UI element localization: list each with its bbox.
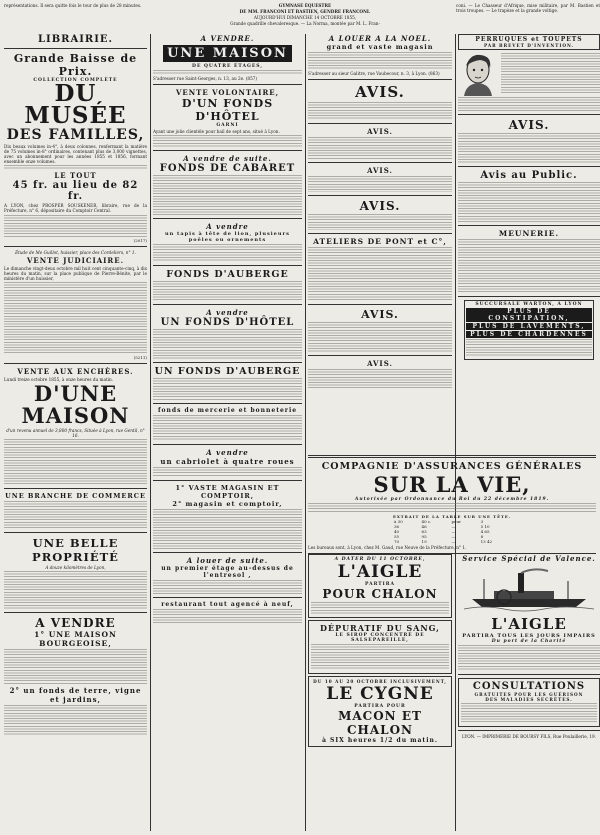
- imprimerie-text: LYON. — IMPRIMERIE DE BOURSY FILS, Rue Poulaillerie, 19.: [461, 734, 597, 739]
- column-divider: [455, 34, 456, 831]
- le-tout-heading: LE TOUT: [54, 171, 97, 181]
- top-strip: [4, 2, 600, 30]
- divider: [4, 532, 147, 533]
- fonds-auberge-2-heading: UN FONDS D'AUBERGE: [154, 366, 301, 378]
- text-block: [153, 580, 302, 594]
- a-vendre-heading: A vendre: [206, 222, 249, 232]
- divider: [153, 304, 302, 305]
- divider: [458, 114, 600, 115]
- mercerie-heading: fonds de mercerie et bonneterie: [157, 407, 298, 415]
- rate-cell: 55: [394, 534, 400, 539]
- consultations-heading: CONSULTATIONS: [472, 681, 586, 692]
- vaste-magasin-heading: 1° VASTE MAGASIN ET COMPTOIR,: [175, 484, 280, 501]
- aigle-heading: L'AIGLE: [337, 562, 423, 582]
- text-block: [4, 215, 147, 237]
- rate-row: [392, 539, 512, 544]
- autorisee-text: Autorisée par Ordonnance du Roi du 22 décembre 1819.: [354, 497, 550, 502]
- grande-baisse-heading: Grande Baisse de Prix.: [13, 52, 138, 78]
- avis-public-heading: Avis au Public.: [480, 170, 578, 181]
- divider: [153, 403, 302, 404]
- text-block: [308, 369, 452, 389]
- divider: [153, 480, 302, 481]
- depuratif-heading: DÉPURATIF DU SANG,: [320, 623, 440, 633]
- top-middle-notice: [174, 2, 436, 27]
- columns: [4, 34, 596, 831]
- text-block: [458, 645, 600, 671]
- divider: [308, 355, 452, 356]
- text-block: [458, 97, 600, 111]
- assurance-table: [392, 514, 512, 544]
- rate-cell: 95: [421, 534, 427, 539]
- a-dater-text: A DATER DU 11 OCTOBRE,: [334, 557, 426, 562]
- perruques-heading: PERRUQUES et TOUPETS: [475, 36, 583, 43]
- divider: [153, 597, 302, 598]
- garni-text: GARNI: [216, 123, 239, 129]
- port-charite-text: Du port de la Charité: [491, 639, 567, 644]
- belle-propriete-heading: UNE BELLE PROPRIÉTÉ: [32, 536, 119, 565]
- etude-text: Étude de Me Guillot, huissier, place des Cordeliers, n° 1.: [15, 249, 136, 255]
- column-1: [4, 34, 147, 831]
- rate-cell: 46: [421, 524, 427, 529]
- sirop-heading: LE SIROP CONCENTRÉ DE SALSEPAREILLE,: [335, 633, 425, 643]
- rate-cell: 4 65: [480, 529, 490, 534]
- grand-magasin-heading: grand et vaste magasin: [326, 43, 434, 51]
- divider: [4, 246, 147, 247]
- text-block: [308, 102, 452, 120]
- price-heading: 45 fr. au lieu de 82 fr.: [12, 180, 139, 203]
- aigle-2-heading: L'AIGLE: [491, 615, 567, 633]
- sur-la-vie-heading: SUR LA VIE,: [373, 472, 531, 497]
- text-block: [153, 609, 302, 623]
- text-block: [153, 175, 302, 215]
- text-block: [4, 501, 147, 529]
- brevet-heading: PAR BREVET D'INVENTION.: [484, 43, 574, 48]
- text-block: [311, 644, 449, 670]
- divider: [458, 674, 600, 675]
- text-block: [4, 571, 147, 609]
- maladies-text: DES MALADIES SECRÈTES.: [485, 697, 573, 702]
- rate-cell: 13 42: [480, 539, 493, 544]
- avis-heading: AVIS.: [355, 83, 405, 102]
- premier-etage-heading: un premier étage au-dessus de l'entresol ,: [161, 565, 294, 580]
- fonds-cabaret-heading: FONDS DE CABARET: [159, 163, 296, 175]
- divider: [308, 304, 452, 305]
- column-3: [308, 34, 452, 452]
- column-4-lower: [458, 554, 600, 831]
- divider: [308, 79, 452, 80]
- vente-judiciaire-heading: VENTE JUDICIAIRE.: [26, 255, 125, 265]
- text-block: [4, 165, 147, 170]
- depuratif-ad: [308, 620, 452, 674]
- portrait-illustration: [458, 52, 498, 96]
- galitre-text: S'adresser au sieur Galitre, rue Vaubecour, n. 3, à Lyon. (863): [308, 71, 440, 76]
- une-maison-banner: UNE MAISON: [163, 45, 292, 62]
- column-divider: [150, 34, 151, 831]
- restaurant-heading: restaurant tout agencé à neuf,: [161, 601, 294, 609]
- text-block: [153, 244, 302, 262]
- rate-cell: 8: [480, 534, 484, 539]
- divider: [308, 195, 452, 196]
- rate-cell: 70: [394, 539, 400, 544]
- cygne-heading: LE CYGNE: [326, 684, 434, 704]
- macon-chalon-heading: MACON ET CHALON: [338, 709, 422, 737]
- perruques-ad: [458, 52, 600, 96]
- column-3-lower: [308, 554, 452, 831]
- text-block: [4, 439, 147, 485]
- horaire-text: à SIX heures 1/2 du matin.: [322, 737, 438, 744]
- rate-cell: 63: [421, 529, 427, 534]
- a-vendre-heading: A VENDRE: [35, 616, 116, 631]
- consultations-ad: [458, 678, 600, 727]
- a-vendre-heading: A vendre: [206, 308, 249, 318]
- text-block: [153, 509, 302, 549]
- text-block: [308, 52, 452, 70]
- rate-cell: 40 c.: [421, 519, 432, 524]
- text-block: [308, 176, 452, 192]
- a-vendre-heading: A vendre: [206, 448, 249, 458]
- divider: [153, 444, 302, 445]
- divider: [458, 225, 600, 226]
- musee-heading: DU MUSÉE: [24, 80, 127, 129]
- a-vendre-heading: A VENDRE.: [200, 34, 255, 43]
- meunerie-heading: MEUNERIE.: [498, 229, 560, 238]
- divider: [308, 123, 452, 124]
- ateliers-heading: ATELIERS DE PONT et C°,: [313, 237, 447, 247]
- a-vendre-suite-heading: A vendre de suite.: [183, 154, 272, 164]
- text-block: [501, 53, 600, 93]
- divider: [4, 612, 147, 613]
- ad-number: (5211): [133, 354, 147, 360]
- bureaux-text: Les bureaux sont, à Lyon, chez M. Gaud, rue Neuve de la Préfecture, n° 1.: [308, 545, 467, 550]
- divider: [153, 552, 302, 553]
- text-block: [153, 281, 302, 301]
- hotel-text: Ayant une jolie clientèle pour bail de sept ans, situé à Lyon.: [153, 129, 280, 135]
- maison-text: d'un revenu annuel de 3,800 francs, Située à Lyon, rue Gentil, n° 16.: [6, 428, 145, 439]
- top-middle-line1: GYMNASE ÉQUESTRE: [278, 3, 332, 8]
- divider: [458, 296, 600, 297]
- rate-cell: —: [451, 529, 456, 534]
- table-title: EXTRAIT DE LA TABLE SUR UNE TÊTE.: [392, 514, 512, 519]
- text-block: [308, 247, 452, 301]
- divider: [308, 455, 596, 458]
- magasin-comptoir-heading: 2° magasin et comptoir,: [172, 500, 283, 509]
- divider: [153, 84, 302, 85]
- service-valence-heading: Service Spécial de Valence.: [462, 554, 596, 563]
- succursale-heading: SUCCURSALE WARTON, A LYON: [475, 302, 583, 307]
- divider: [153, 150, 302, 151]
- lavements-banner: PLUS DE LAVEMENTS,: [466, 323, 592, 330]
- jours-impairs-text: PARTIRA TOUS LES JOURS IMPAIRS: [462, 633, 596, 639]
- text-block: [4, 649, 147, 685]
- succursale-box: [464, 300, 594, 360]
- rates-table: [392, 519, 512, 544]
- a-louer-heading: A louer de suite.: [186, 556, 269, 566]
- text-block: [466, 339, 592, 357]
- partira-pour-text: PARTIRA POUR: [354, 704, 406, 709]
- ad-number: (2017): [133, 237, 147, 243]
- pour-chalon-heading: POUR CHALON: [322, 587, 438, 601]
- text-block: [458, 182, 600, 222]
- column-2: [153, 34, 302, 831]
- divider: [458, 166, 600, 167]
- divider: [153, 218, 302, 219]
- avis-heading: AVIS.: [359, 199, 401, 214]
- musee-text: Dix beaux volumes in-4°, à deux colonnes, renfermant la matière de 75 volumes in-8° ordinaires, contenant plus de 3,000 vignettes, avec un abonnement pour les années 1855 et 1856, formant ensemble onze volumes.: [4, 144, 147, 165]
- encheres-heading: VENTE AUX ENCHÈRES.: [17, 366, 134, 376]
- text-block: [458, 239, 600, 293]
- fonds-hotel-2-heading: UN FONDS D'HÔTEL: [160, 317, 295, 329]
- rate-cell: —: [451, 524, 456, 529]
- avis-heading: AVIS.: [367, 127, 393, 137]
- text-block: [153, 329, 302, 359]
- avis-heading: AVIS.: [367, 359, 393, 369]
- vente-volontaire-heading: VENTE VOLONTAIRE,: [175, 88, 280, 98]
- encheres-text: Lundi treize octobre 1855, à onze heures du matin.: [4, 376, 114, 382]
- text-block: [153, 70, 302, 75]
- text-block: [153, 135, 302, 147]
- assurances-band: [308, 452, 596, 552]
- text-block: [153, 467, 302, 477]
- top-middle-line4: Grande quadrille chevaleresque. — La Norma, montée par M. L. Fran-: [230, 21, 380, 27]
- fonds-terre-heading: 2° un fonds de terre, vigne et jardins,: [9, 686, 142, 705]
- top-right-text: coni. — Le Chasseur d'Afrique, mise militaire, par M. Bastien et trois troupes. — Le trapèze et la grande voltige.: [456, 3, 600, 14]
- rate-cell: à 30: [394, 519, 403, 524]
- rate-cell: 5 10: [480, 524, 490, 529]
- rate-cell: 36: [394, 524, 400, 529]
- perruques-box: [458, 34, 600, 50]
- steamboat-illustration: [464, 565, 594, 613]
- text-block: [308, 137, 452, 159]
- gratuites-text: GRATUITES POUR LES GUÉRISON: [474, 692, 584, 697]
- divider: [4, 363, 147, 364]
- assurances-heading: COMPAGNIE D'ASSURANCES GÉNÉRALES: [321, 461, 583, 472]
- saint-georges-text: S'adresser rue Saint-Georges, n. 13, au 2e. (857): [153, 76, 258, 81]
- rate-cell: pour: [451, 519, 461, 524]
- rate-cell: 19: [421, 539, 427, 544]
- aigle-ad: [308, 554, 452, 618]
- divider: [4, 488, 147, 489]
- rate-cell: 3: [480, 519, 484, 524]
- text-block: [153, 378, 302, 400]
- rate-cell: —: [451, 534, 456, 539]
- top-middle-line2: DE MM. FRANCONI ET BASTIEN, GENDRE FRANCONI.: [239, 9, 371, 15]
- familles-heading: DES FAMILLES,: [6, 127, 145, 143]
- libraire-text: A LYON, chez PROSPER SOUSKENER, libraire, rue de la Préfecture, n° 6, dépositaire du Comptoir Central.: [4, 203, 147, 214]
- text-block: [458, 133, 600, 163]
- text-block: [311, 602, 449, 614]
- rate-cell: 40: [394, 529, 400, 534]
- collection-heading: COLLECTION COMPLÈTE: [33, 78, 118, 83]
- avis-heading: AVIS.: [361, 308, 399, 322]
- vente-judiciaire-text: Le dimanche vingt-deux octobre mil huit cent cinquante-cinq, à dix heures du matin, sur la place publique de Pierre-Bénite, par le ministère d'un huissier,: [4, 265, 147, 281]
- cabriolet-heading: un cabriolet à quatre roues: [160, 457, 295, 467]
- constipation-banner: PLUS DE CONSTIPATION,: [466, 308, 592, 322]
- avis-heading: AVIS.: [508, 118, 550, 132]
- cygne-date-text: DU 10 AU 20 OCTOBRE INCLUSIVEMENT,: [313, 679, 447, 684]
- chardennes-banner: PLUS DE CHARDENNES: [466, 331, 592, 338]
- rate-cell: —: [451, 539, 456, 544]
- branche-commerce-heading: UNE BRANCHE DE COMMERCE: [5, 492, 146, 501]
- text-block: [153, 415, 302, 441]
- text-block: [461, 703, 597, 723]
- top-middle-line3: AUJOURD'HUI DIMANCHE 14 OCTOBRE 1855,: [253, 15, 357, 21]
- text-block: [4, 282, 147, 354]
- divider: [4, 48, 147, 49]
- a-louer-noel-heading: A LOUER A LA NOEL.: [328, 34, 432, 43]
- une-maison-heading: D'UNE MAISON: [21, 381, 130, 429]
- divider: [308, 162, 452, 163]
- text-block: [308, 503, 596, 513]
- divider: [308, 233, 452, 234]
- divider: [458, 730, 600, 731]
- top-left-text: représentations. Il sera quitte fois le tour de plus de 28 minutes.: [4, 3, 142, 8]
- fonds-hotel-heading: D'UN FONDS D'HÔTEL: [181, 97, 274, 124]
- divider: [153, 265, 302, 266]
- librairie-heading: LIBRAIRIE.: [38, 34, 113, 45]
- text-block: [4, 705, 147, 735]
- text-block: [308, 322, 452, 352]
- cygne-ad: [308, 676, 452, 747]
- quatre-etages-text: DE QUATRE ÉTAGES,: [192, 64, 263, 69]
- fonds-auberge-heading: FONDS D'AUBERGE: [166, 269, 289, 281]
- avis-heading: AVIS.: [367, 166, 393, 176]
- propriete-text: A douze kilomètres de Lyon,: [45, 565, 106, 571]
- partira-text: PARTIRA: [365, 582, 395, 587]
- tapis-heading: un tapis à tête de lion, plusieurs poêles ou ornements: [165, 231, 290, 244]
- column-divider: [305, 34, 306, 831]
- divider: [153, 362, 302, 363]
- maison-bourgeoise-heading: 1° UNE MAISON BOURGEOISE,: [34, 630, 117, 649]
- text-block: [308, 214, 452, 230]
